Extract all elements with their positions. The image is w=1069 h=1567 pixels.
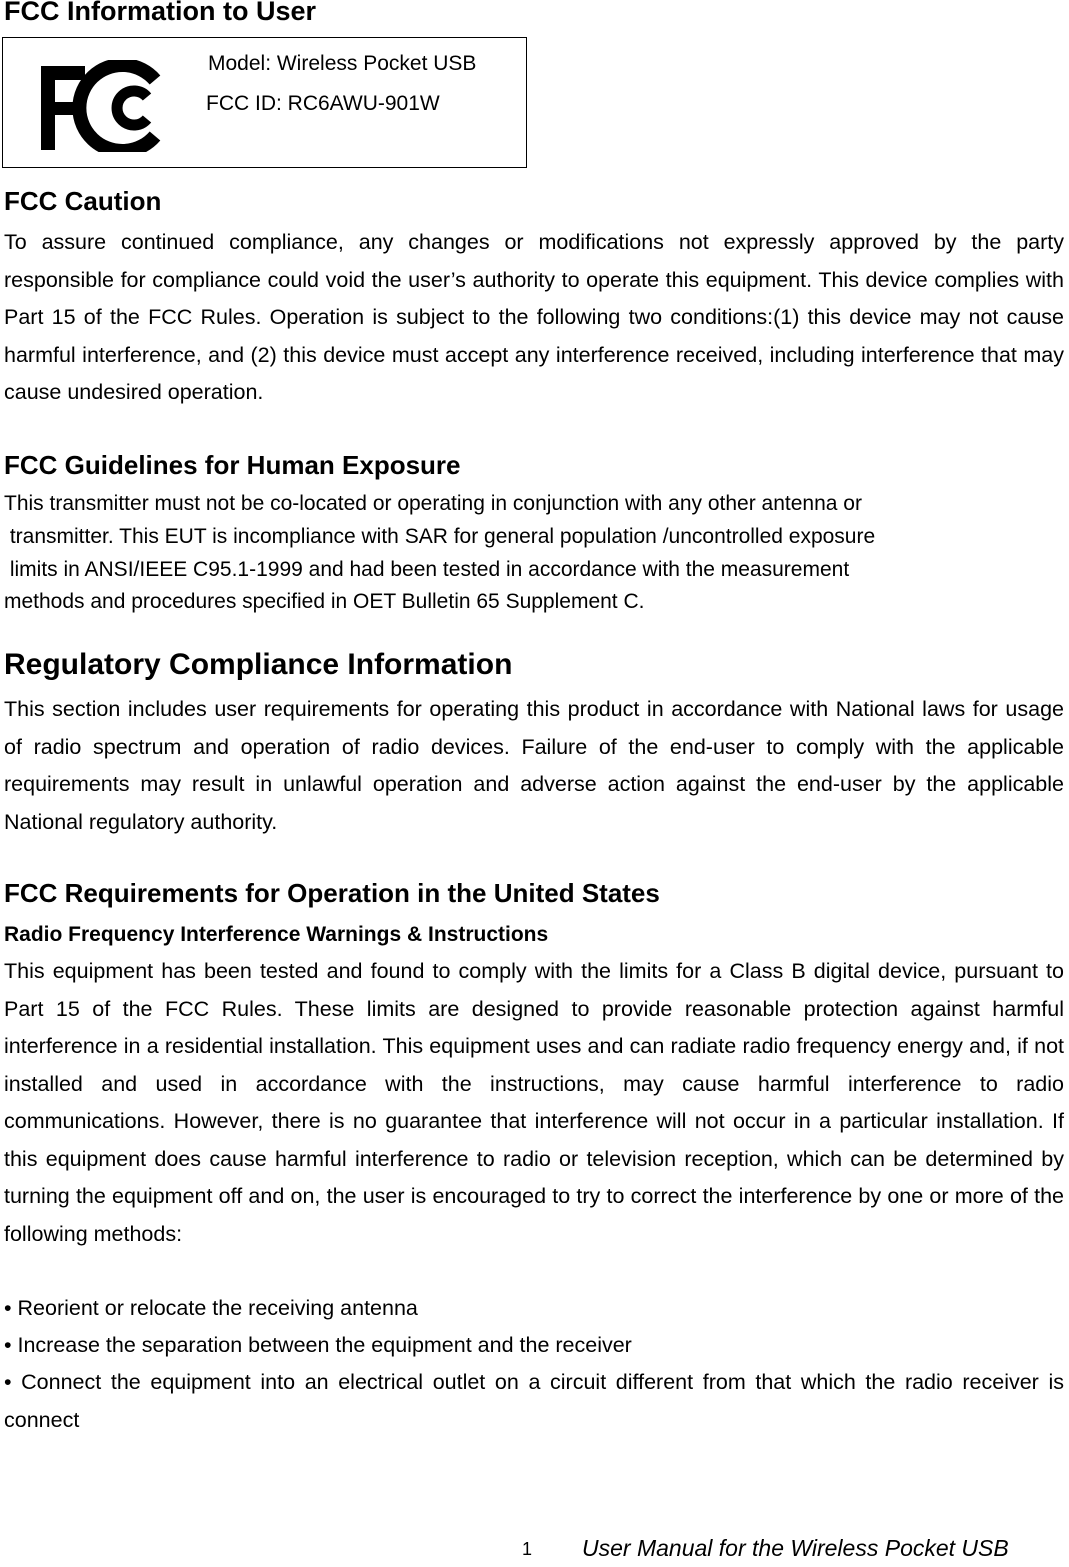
exposure-line-4: methods and procedures specified in OET Bulletin 65 Supplement C.: [4, 590, 645, 613]
regulatory-text: This section includes user requirements for operating this product in accordance with National laws for usage of radio spectrum and operation of radio devices. Failure of the end-user to comply with the applicable requirements may result in unlawful operation and adverse action against the end-user by the applicable National regulatory authority.: [4, 697, 1064, 834]
fcc-logo: [39, 60, 163, 152]
fcc-label-box: [2, 37, 527, 168]
model-label: Model: Wireless Pocket USB: [208, 52, 477, 75]
exposure-line-3: limits in ANSI/IEEE C95.1-1999 and had been tested in accordance with the measurement: [4, 558, 850, 581]
page-number: 1: [522, 1539, 533, 1559]
fcc-caution-heading: FCC Caution: [4, 186, 162, 216]
exposure-line-2: transmitter. This EUT is incompliance with SAR for general population /uncontrolled exposure: [4, 525, 876, 548]
bullet-item: • Reorient or relocate the receiving antenna: [4, 1296, 418, 1320]
requirements-text: This equipment has been tested and found to comply with the limits for a Class B digital device, pursuant to Part 15 of the FCC Rules. These limits are designed to provide reasonable protection against harmful interference in a residential installation. This equipment uses and can radiate radio frequency energy and, if not installed and used in accordance with the instructions, may cause harmful interference to radio communications. However, there is no guarantee that interference will not occur in a particular installation. If this equipment does cause harmful interference to radio or television reception, which can be determined by turning the equipment off and on, the user is encouraged to try to correct the interference by one or more of the following methods:: [4, 959, 1064, 1246]
exposure-line-1: This transmitter must not be co-located or operating in conjunction with any other antenna or: [4, 492, 862, 515]
page-title: FCC Information to User: [4, 0, 317, 26]
human-exposure-heading: FCC Guidelines for Human Exposure: [4, 450, 461, 480]
footer-manual-title: User Manual for the Wireless Pocket USB: [582, 1535, 1009, 1561]
rf-warnings-subheading: Radio Frequency Interference Warnings & Instructions: [4, 923, 549, 946]
requirements-heading: FCC Requirements for Operation in the United States: [4, 878, 660, 908]
bullet-item: • Connect the equipment into an electrical outlet on a circuit different from that which the radio receiver is connect: [4, 1370, 1064, 1432]
fcc-id-label: FCC ID: RC6AWU-901W: [206, 92, 440, 115]
bullet-item: • Increase the separation between the equipment and the receiver: [4, 1333, 632, 1357]
regulatory-heading: Regulatory Compliance Information: [4, 648, 513, 681]
fcc-caution-text: To assure continued compliance, any changes or modifications not expressly approved by the party responsible for compliance could void the user’s authority to operate this equipment. This device complies with Part 15 of the FCC Rules. Operation is subject to the following two conditions:(1) this device may not cause harmful interference, and (2) this device must accept any interference received, including interference that may cause undesired operation.: [4, 230, 1064, 404]
